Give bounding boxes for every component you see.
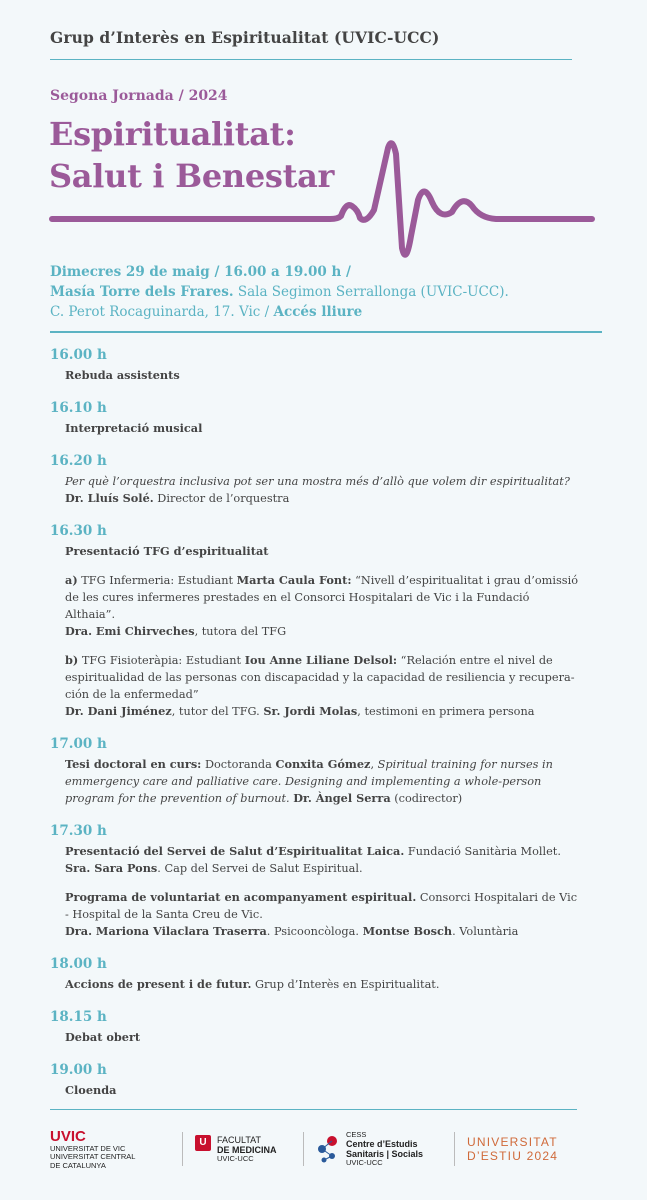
slot-description: Debat obert <box>65 1030 141 1044</box>
cess-logo: CESS Centre d’Estudis Sanitaris | Socials UVIC-UCC <box>316 1131 442 1168</box>
slot-description: Presentació del Servei de Salut d’Espiritualitat Laica. Fundació Sanitària Mollet. Sra. Sara Pons. Cap del Servei de Salut Espiritual. Programa de voluntariat en acompanyament espiritual. Consorci Hospitalari de Vic - Hospital de la Santa Creu de Vic. Dra. Mariona Vilaclara Traserra. Psicooncòloga. Montse Bosch. Voluntària <box>65 844 578 938</box>
summer-university-logo: UNIVERSITAT D’ESTIU 2024 <box>467 1135 559 1163</box>
tfg-item-b: b) TFG Fisioteràpia: Estudiant Iou Anne Liliane Delsol: “Relación entre el nivel de espiritualidad de las personas con discapacidad y la capacidad de resiliencia y recupera-ción de la enfermedad” Dr. Dani Jiménez, tutor del TFG. Sr. Jordi Molas, testimoni en primera persona <box>65 653 575 718</box>
slot-description: Cloenda <box>65 1083 117 1097</box>
program-slot <box>50 521 580 720</box>
program-slot <box>50 954 580 993</box>
heartbeat-line-graphic <box>0 140 647 280</box>
uvic-logo: UVIC UNIVERSITAT DE VIC UNIVERSITAT CENTRAL DE CATALUNYA <box>50 1127 136 1170</box>
partner-logos <box>50 1124 580 1174</box>
slot-description: Rebuda assistents <box>65 368 180 382</box>
molecule-icon <box>316 1134 342 1164</box>
slot-description: Tesi doctoral en curs: Doctoranda Conxita Gómez, Spiritual training for nurses in emmergency care and palliative care. Designing and implementing a whole-person program for the prevention of burnout. Dr. Àngel Serra (codirector) <box>65 757 553 805</box>
logo-divider <box>303 1132 304 1166</box>
footer-divider <box>50 1109 577 1110</box>
slot-description: Accions de present i de futur. Grup d’Interès en Espiritualitat. <box>65 977 440 991</box>
title-line-2: Salut i Benestar <box>49 157 335 195</box>
slot-time: 18.15 h <box>50 1009 107 1025</box>
program-slot <box>50 451 580 507</box>
program-slot <box>50 821 580 940</box>
event-info <box>50 262 509 322</box>
tfg-item-a: a) TFG Infermeria: Estudiant Marta Caula Font: “Nivell d’espiritualitat i grau d’omissió de les cures infermeres prestades en el Consorci Hospitalari de Vic i la Fundació Althaia”. Dra. Emi Chirveches, tutora del TFG <box>65 573 579 638</box>
logo-divider <box>182 1132 183 1166</box>
logo-divider <box>454 1132 455 1166</box>
edition-label: Segona Jornada / 2024 <box>50 88 228 104</box>
header-divider <box>50 59 572 60</box>
slot-time: 16.20 h <box>50 453 107 469</box>
event-date: Dimecres 29 de maig / 16.00 a 19.00 h / <box>50 264 351 280</box>
u-icon: U <box>195 1135 211 1151</box>
slot-time: 16.30 h <box>50 523 107 539</box>
program-schedule <box>50 345 580 1113</box>
slot-description: Interpretació musical <box>65 421 203 435</box>
slot-description: Presentació TFG d’espiritualitat a) TFG Infermeria: Estudiant Marta Caula Font: “Nivell d’espiritualitat i grau d’omissió de les cures infermeres prestades en el Consorci Hospitalari de Vic i la Fundació Althaia”. Dra. Emi Chirveches, tutora del TFG b) TFG Fisioteràpia: Estudiant Iou Anne Liliane Delsol: “Relación entre el nivel de espiritualidad de las personas con discapacidad y la capacidad de resiliencia y recupera-ción de la enfermedad” Dr. Dani Jiménez, tutor del TFG. Sr. Jordi Molas, testimoni en primera persona <box>65 544 579 718</box>
organizer-group: Grup d’Interès en Espiritualitat (UVIC-UCC) <box>50 28 440 47</box>
info-divider <box>50 331 602 333</box>
program-slot <box>50 1060 580 1099</box>
slot-time: 18.00 h <box>50 956 107 972</box>
program-slot <box>50 398 580 437</box>
slot-time: 16.10 h <box>50 400 107 416</box>
slot-time: 16.00 h <box>50 347 107 363</box>
event-address: C. Perot Rocaguinarda, 17. Vic / Accés lliure <box>50 304 363 320</box>
slot-time: 19.00 h <box>50 1062 107 1078</box>
title-line-1: Espiritualitat: <box>49 115 296 153</box>
program-slot <box>50 1007 580 1046</box>
slot-time: 17.30 h <box>50 823 107 839</box>
slot-description: Per què l’orquestra inclusiva pot ser una mostra més d’allò que volem dir espiritualitat? Dr. Lluís Solé. Director de l’orquestra <box>65 475 570 505</box>
medicine-faculty-logo: U FACULTAT DE MEDICINA UVIC-UCC <box>195 1135 291 1164</box>
event-venue: Masía Torre dels Frares. Sala Segimon Serrallonga (UVIC-UCC). <box>50 284 509 300</box>
program-slot <box>50 734 580 807</box>
program-slot <box>50 345 580 384</box>
slot-time: 17.00 h <box>50 736 107 752</box>
